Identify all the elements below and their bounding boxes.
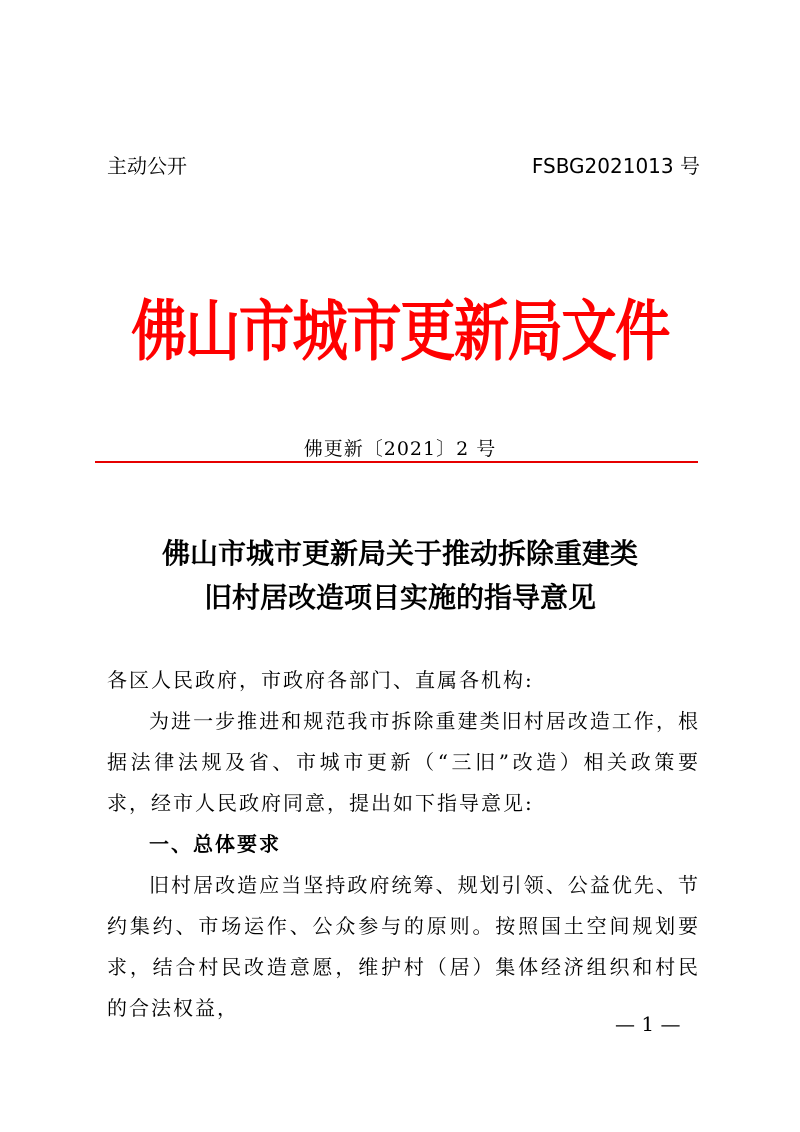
intro-paragraph: 为进一步推进和规范我市拆除重建类旧村居改造工作，根据法律法规及省、市城市更新（“三旧”改造）相关政策要求，经市人民政府同意，提出如下指导意见:: [107, 709, 700, 815]
disclosure-label: 主动公开: [107, 154, 187, 178]
document-number: 佛更新〔2021〕2 号: [303, 438, 497, 460]
page-number: — 1 —: [615, 1012, 681, 1036]
document-body: [107, 660, 700, 1029]
section-heading: 一、总体要求: [149, 832, 281, 856]
document-title: [0, 532, 800, 620]
serial-number: FSBG2021013 号: [531, 154, 700, 178]
masthead-title: 佛山市城市更新局文件: [131, 292, 669, 370]
red-divider: [95, 461, 698, 463]
section-paragraph: 旧村居改造应当坚持政府统筹、规划引领、公益优先、节约集约、市场运作、公众参与的原则。按照国土空间规划要求，结合村民改造意愿，维护村（居）集体经济组织和村民的合法权益，: [107, 873, 700, 1020]
title-line-1: 佛山市城市更新局关于推动拆除重建类: [161, 537, 638, 570]
salutation: 各区人民政府，市政府各部门、直属各机构:: [107, 668, 534, 692]
title-line-2: 旧村居改造项目实施的指导意见: [203, 581, 596, 614]
